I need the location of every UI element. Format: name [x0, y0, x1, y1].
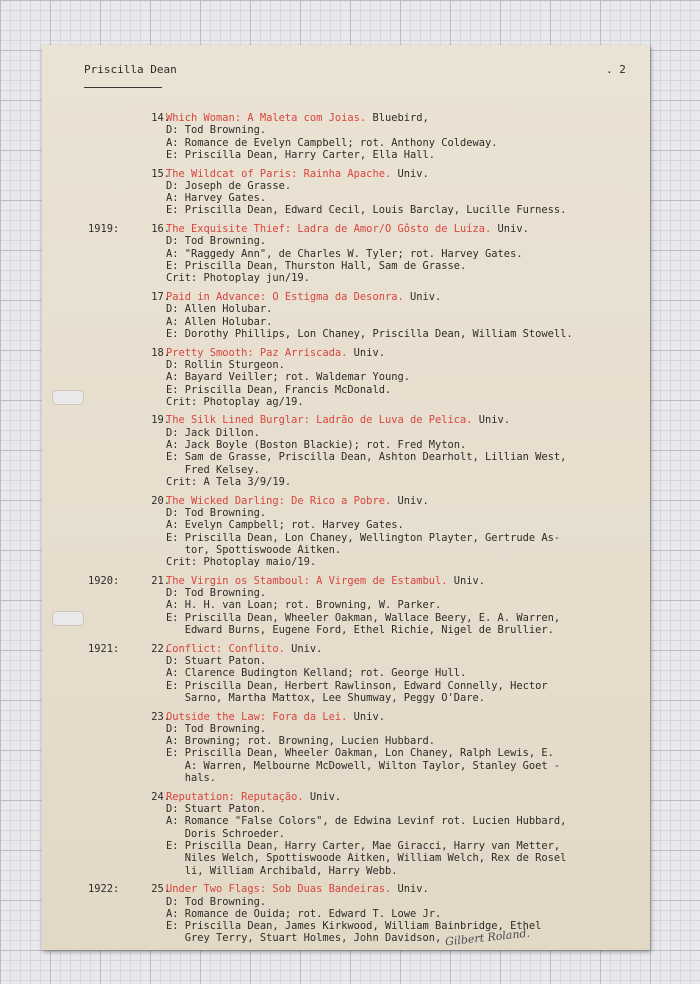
- entry-detail-line: E: Priscilla Dean, Thurston Hall, Sam de Grasse.: [166, 260, 467, 273]
- entry-detail-line: Fred Kelsey.: [166, 463, 260, 476]
- film-title: The Virgin os Stamboul: A Virgem de Estambul.: [166, 574, 448, 587]
- film-studio: Univ.: [284, 642, 323, 655]
- entry-detail-line: D: Tod Browning.: [166, 722, 267, 735]
- page-number: . 2: [606, 63, 626, 76]
- entry-detail-line: E: Priscilla Dean, Francis McDonald.: [166, 383, 392, 396]
- entry-detail-line: A: H. H. van Loan; rot. Browning, W. Parker.: [166, 599, 442, 612]
- entry-number: 20.: [151, 494, 170, 507]
- entry-detail-line: E: Priscilla Dean, Harry Carter, Mae Giracci, Harry van Metter,: [166, 839, 561, 852]
- film-studio: Univ.: [403, 291, 442, 304]
- film-title: Outside the Law: Fora da Lei.: [166, 710, 348, 723]
- document-page: [42, 45, 650, 950]
- entry-detail-line: E: Priscilla Dean, James Kirkwood, William Bainbridge, Ethel: [166, 920, 542, 933]
- film-studio: Univ.: [391, 167, 429, 180]
- entry-detail-line: A: Harvey Gates.: [166, 192, 267, 205]
- film-entry: [42, 643, 650, 704]
- film-title: The Exquisite Thief: Ladra de Amor/O Gôsto de Luíza.: [166, 223, 492, 236]
- film-studio: Univ.: [391, 883, 429, 896]
- entry-detail-line: D: Tod Browning.: [166, 235, 267, 248]
- entry-number: 17.: [151, 291, 170, 304]
- film-studio: Univ.: [472, 414, 511, 427]
- entry-number: 22.: [151, 642, 170, 655]
- entry-number: 15.: [151, 167, 170, 180]
- entry-year: 1921:: [88, 642, 120, 655]
- film-studio: Univ.: [347, 346, 385, 359]
- entry-detail-line: Sarno, Martha Mattox, Lee Shumway, Peggy O'Dare.: [166, 691, 486, 704]
- entry-detail-line: E: Priscilla Dean, Harry Carter, Ella Hall.: [166, 148, 435, 161]
- entry-number: 25.: [151, 883, 170, 896]
- entry-detail-line: D: Tod Browning.: [166, 895, 267, 908]
- entry-year: 1922:: [88, 883, 120, 896]
- entry-detail-line: A: Evelyn Campbell; rot. Harvey Gates.: [166, 519, 404, 532]
- film-title: The Silk Lined Burglar: Ladrão de Luva de Pelica.: [166, 414, 473, 427]
- entry-number: 21.: [151, 574, 170, 587]
- entry-detail-line: D: Tod Browning.: [166, 124, 267, 137]
- entry-detail-line: E: Priscilla Dean, Lon Chaney, Wellington Playter, Gertrude As-: [166, 531, 561, 544]
- film-studio: Univ.: [447, 574, 486, 587]
- entry-number: 23.: [151, 710, 170, 723]
- entry-detail-line: D: Tod Browning.: [166, 506, 267, 519]
- entry-detail-line: D: Tod Browning.: [166, 587, 267, 600]
- film-title: Pretty Smooth: Paz Arriscada.: [166, 346, 348, 359]
- film-title: Which Woman: A Maleta com Joias.: [166, 112, 367, 124]
- entry-detail-line: A: Allen Holubar.: [166, 315, 273, 328]
- page-header-name: Priscilla Dean: [84, 63, 177, 76]
- header-underline: [84, 87, 162, 88]
- entry-number: 14.: [151, 112, 170, 124]
- film-studio: Univ.: [391, 494, 429, 507]
- entry-number: 19.: [151, 414, 170, 427]
- entry-detail-line: Crit: Photoplay maio/19.: [166, 556, 317, 569]
- entry-year: 1919:: [88, 223, 120, 236]
- film-title: Under Two Flags: Sob Duas Bandeiras.: [166, 883, 392, 896]
- entry-detail-line: A: Romance de Evelyn Campbell; rot. Anthony Coldeway.: [166, 136, 498, 149]
- film-studio: Univ.: [347, 710, 385, 723]
- handwritten-addition: Gilbert Roland.: [444, 926, 531, 949]
- film-title: Conflict: Conflito.: [166, 642, 285, 655]
- film-entry: [42, 347, 650, 408]
- film-entry: [42, 575, 650, 636]
- entry-detail-line: E: Priscilla Dean, Edward Cecil, Louis Barclay, Lucille Furness.: [166, 204, 567, 217]
- entry-detail-line: E: Priscilla Dean, Herbert Rawlinson, Edward Connelly, Hector: [166, 679, 548, 692]
- entry-detail-line: E: Priscilla Dean, Wheeler Oakman, Wallace Beery, E. A. Warren,: [166, 611, 561, 624]
- entry-detail-line: A: "Raggedy Ann", de Charles W. Tyler; rot. Harvey Gates.: [166, 247, 523, 260]
- entry-detail-line: A: Browning; rot. Browning, Lucien Hubbard.: [166, 735, 435, 748]
- film-title: The Wicked Darling: De Rico a Pobre.: [166, 494, 392, 507]
- film-entry: [42, 495, 650, 569]
- film-entry: [42, 414, 650, 488]
- entry-detail-line: D: Jack Dillon.: [166, 426, 260, 439]
- film-entry: [42, 883, 650, 949]
- film-entry: [42, 112, 650, 161]
- entry-detail-line: A: Clarence Budington Kelland; rot. George Hull.: [166, 667, 467, 680]
- film-title: The Wildcat of Paris: Rainha Apache.: [166, 167, 392, 180]
- entry-detail-line: li, William Archibald, Harry Webb.: [166, 864, 398, 877]
- entry-number: 16.: [151, 223, 170, 236]
- entry-detail-line: D: Rollin Sturgeon.: [166, 358, 285, 371]
- entry-detail-text: Grey Terry, Stuart Holmes, John Davidson,: [166, 932, 442, 945]
- film-title: Paid in Advance: O Estigma da Desonra.: [166, 291, 404, 304]
- film-entry: [42, 223, 650, 284]
- entry-detail-line: Doris Schroeder.: [166, 827, 285, 840]
- entry-detail-line: Niles Welch, Spottiswoode Aitken, William Welch, Rex de Rosel: [166, 852, 567, 865]
- entry-detail-line: D: Stuart Paton.: [166, 655, 267, 667]
- entry-year: 1920:: [88, 574, 120, 587]
- entry-detail-line: E: Dorothy Phillips, Lon Chaney, Priscilla Dean, William Stowell.: [166, 327, 573, 340]
- film-entry: [42, 291, 650, 340]
- entry-number: 18.: [151, 346, 170, 359]
- film-entry: [42, 711, 650, 785]
- film-entry: [42, 168, 650, 217]
- film-studio: Univ.: [303, 790, 342, 803]
- entry-detail-line: E: Sam de Grasse, Priscilla Dean, Ashton Dearholt, Lillian West,: [166, 451, 567, 464]
- entry-detail-line: Crit: A Tela 3/9/19.: [166, 475, 292, 488]
- entry-detail-line: A: Warren, Melbourne McDowell, Wilton Taylor, Stanley Goet -: [166, 759, 561, 772]
- entry-detail-line: E: Priscilla Dean, Wheeler Oakman, Lon Chaney, Ralph Lewis, E.: [166, 747, 554, 760]
- film-title: Reputation: Reputação.: [166, 790, 304, 803]
- entry-detail-line: A: Romance de Ouida; rot. Edward T. Lowe Jr.: [166, 907, 442, 920]
- entry-detail-line: D: Allen Holubar.: [166, 303, 273, 316]
- entry-detail-line: Crit: Photoplay ag/19.: [166, 395, 304, 408]
- entry-detail-line: hals.: [166, 772, 217, 785]
- entry-detail-line: D: Stuart Paton.: [166, 803, 267, 816]
- entry-detail-line: Crit: Photoplay jun/19.: [166, 272, 310, 285]
- filmography-list: [42, 112, 650, 951]
- film-entry: [42, 791, 650, 877]
- entry-detail-line: Edward Burns, Eugene Ford, Ethel Richie, Nigel de Brullier.: [166, 624, 554, 637]
- entry-detail-line: A: Bayard Veiller; rot. Waldemar Young.: [166, 371, 410, 384]
- film-studio: Bluebird,: [366, 112, 429, 124]
- entry-detail-line: A: Jack Boyle (Boston Blackie); rot. Fred Myton.: [166, 439, 467, 452]
- entry-detail-line: A: Romance "False Colors", de Edwina Levinf rot. Lucien Hubbard,: [166, 815, 567, 828]
- entry-number: 24.: [151, 790, 170, 803]
- entry-detail-line: tor, Spottiswoode Aitken.: [166, 543, 342, 556]
- entry-detail-line: D: Joseph de Grasse.: [166, 179, 292, 192]
- film-studio: Univ.: [491, 223, 529, 236]
